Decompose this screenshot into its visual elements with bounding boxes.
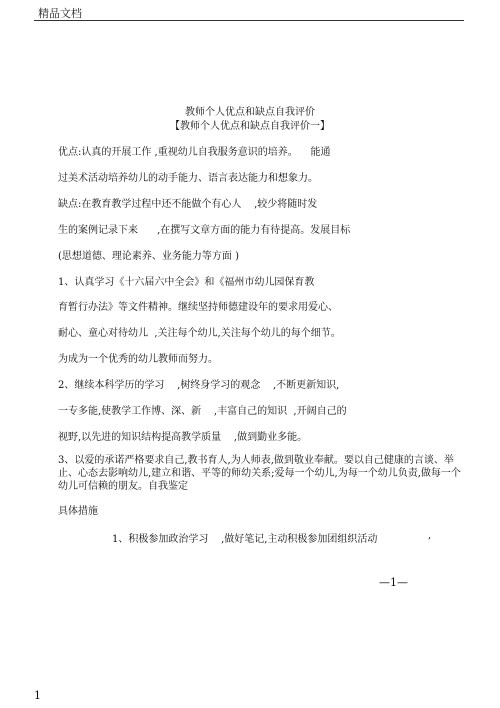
- measure-item-tail: ,: [428, 530, 432, 541]
- text-line: 耐心、童心对待幼儿 ,关注每个幼儿,关注每个幼儿的每个细节。: [58, 328, 341, 339]
- text-line: 育暂行办法》等文件精神。继续坚持师德建设年的要求用爱心、: [58, 302, 338, 313]
- text-line: 生的案例记录下来 ,在撰写文章方面的能力有待提高。发展目标: [58, 225, 351, 236]
- text-line: 2、继续本科学历的学习 ,树终身学习的观念 ,不断更新知识,: [58, 380, 340, 391]
- text-line: 视野,以先进的知识结构提高教学质量 ,做到勤业多能。: [58, 432, 308, 443]
- text-line: 为成为一个优秀的幼儿教师而努力。: [58, 354, 218, 365]
- text-line: 1、认真学习《十六届六中全会》和《福州市幼儿园保育教: [58, 277, 315, 288]
- text-line: 一专多能,使教学工作博、深、新 ,丰富自己的知识 ,开阔自己的: [58, 406, 347, 417]
- text-line: (思想道德、理论素养、业务能力等方面 ): [58, 251, 239, 262]
- section-heading: 具体措施: [58, 506, 98, 517]
- document-subtitle: 【教师个人优点和缺点自我评价一】: [170, 121, 330, 132]
- footer-page-number: 1: [34, 689, 41, 702]
- text-line: 过美术活动培养幼儿的动手能力、语言表达能力和想象力。: [58, 173, 318, 184]
- measure-item: 1、积极参加政治学习 ,做好笔记,主动积极参加团组织活动: [112, 534, 378, 545]
- paragraph-commitment: 3、以爱的承诺严格要求自己,教书育人,为人师表,做到敬业奉献。要以自己健康的言谈、举止、心态去影响幼儿,建立和谐、平等的师幼关系;爱每一个幼儿,为每一个幼儿负责,做每一个幼儿可信赖的朋友。自我鉴定: [58, 455, 461, 492]
- document-title: 教师个人优点和缺点自我评价: [185, 107, 315, 118]
- header-divider: [34, 20, 464, 21]
- text-line: 优点:认真的开展工作 ,重视幼儿自我服务意识的培养。 能通: [58, 147, 331, 158]
- text-line: 缺点:在教育教学过程中还不能做个有心人 ,较少将随时发: [58, 199, 318, 210]
- header-label: 精品文档: [38, 7, 82, 20]
- page-number-marker: —1—: [379, 576, 408, 589]
